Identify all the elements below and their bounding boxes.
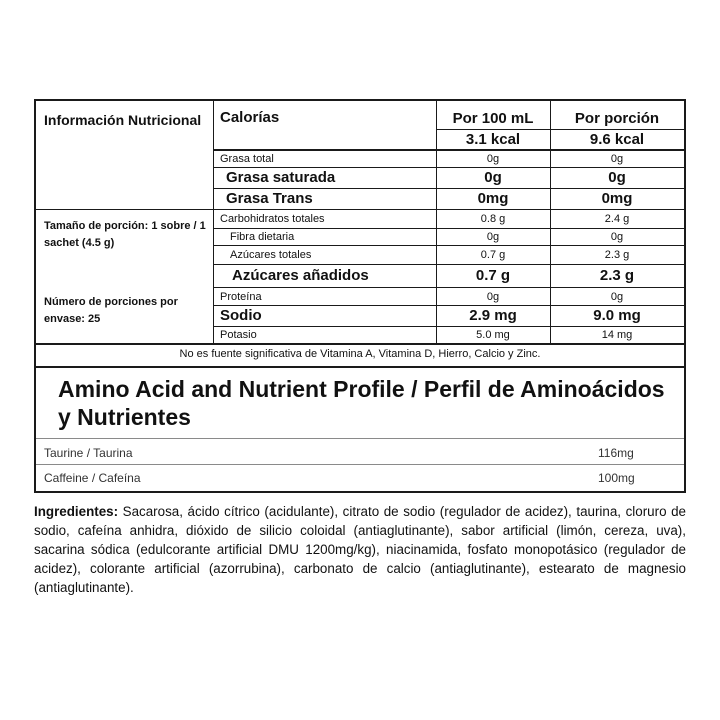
row-divider bbox=[213, 167, 684, 168]
calories-divider bbox=[213, 149, 684, 151]
vitamin-footnote: No es fuente significativa de Vitamina A, Vitamina D, Hierro, Calcio y Zinc. bbox=[179, 348, 541, 360]
nutrient-value-per-serving: 9.0 mg bbox=[593, 307, 641, 324]
nutrient-label-total-fat: Grasa total bbox=[220, 153, 274, 165]
nutrient-value-per100: 5.0 mg bbox=[476, 329, 510, 341]
nutrient-value-per-serving: 0g bbox=[608, 169, 626, 186]
profile-divider bbox=[36, 366, 684, 368]
nutrient-value-per-serving: 2.3 g bbox=[604, 249, 630, 261]
row-divider bbox=[213, 287, 684, 288]
row-divider bbox=[213, 188, 684, 189]
nutrition-facts-panel bbox=[34, 99, 686, 493]
nutrient-value-per100: 0g bbox=[486, 231, 500, 243]
profile-divider bbox=[36, 464, 684, 465]
nutrient-value-per100: 0.8 g bbox=[480, 213, 506, 225]
nutrient-label-carbohydrates: Carbohidratos totales bbox=[220, 213, 325, 225]
ingredients-paragraph bbox=[34, 502, 686, 597]
row-divider bbox=[213, 228, 684, 229]
row-divider bbox=[213, 305, 684, 306]
section-divider bbox=[36, 209, 684, 210]
profile-item-name: Taurine / Taurina bbox=[44, 446, 133, 460]
calories-header: Calorías bbox=[220, 109, 280, 126]
column-divider-left bbox=[213, 101, 214, 344]
ingredients-label: Ingredientes: bbox=[34, 504, 119, 519]
nutrient-label-potassium: Potasio bbox=[220, 329, 257, 341]
per-100ml-header: Por 100 mL bbox=[452, 110, 534, 127]
kcal-per-serving: 9.6 kcal bbox=[589, 131, 645, 148]
ingredients-text: Sacarosa, ácido cítrico (acidulante), citrato de sodio (regulador de acidez), taurina, cloruro de sodio, cafeína anhidra, dióxido de silicio coloidal (antiaglutinante), sabor artificial (limón, cereza, uva), sacarina sódica (edulcorante artificial DMU 1200mg/kg), niacinamida, fosfato monopotásico (regulador de acidez), colorante artificial (azorrubina), carbonato de calcio (antiaglutinante), estearato de magnesio (antiaglutinante). bbox=[34, 504, 686, 595]
nutrient-value-per-serving: 0mg bbox=[601, 190, 633, 207]
nutrient-label-added-sugars: Azúcares añadidos bbox=[232, 267, 369, 284]
row-divider bbox=[213, 245, 684, 246]
profile-divider bbox=[36, 438, 684, 439]
nutrient-value-per100: 0g bbox=[486, 291, 500, 303]
profile-item-value: 116mg bbox=[598, 446, 634, 460]
nutrient-value-per100: 0.7 g bbox=[480, 249, 506, 261]
nutrition-title: Información Nutricional bbox=[44, 112, 202, 128]
profile-item-value: 100mg bbox=[598, 471, 635, 485]
nutrient-label-sodium: Sodio bbox=[220, 307, 262, 324]
nutrient-value-per-serving: 0g bbox=[610, 153, 624, 165]
header-underline bbox=[436, 129, 684, 130]
nutrient-value-per-serving: 0g bbox=[610, 231, 624, 243]
profile-title: Amino Acid and Nutrient Profile / Perfil de Aminoácidos y Nutrientes bbox=[58, 376, 665, 430]
nutrient-value-per100: 2.9 mg bbox=[469, 307, 517, 324]
row-divider bbox=[213, 326, 684, 327]
nutrient-label-total-sugars: Azúcares totales bbox=[230, 249, 312, 261]
nutrient-value-per100: 0.7 g bbox=[475, 267, 511, 284]
nutrient-label-trans-fat: Grasa Trans bbox=[226, 190, 313, 207]
row-divider bbox=[213, 264, 684, 265]
nutrient-value-per-serving: 2.4 g bbox=[604, 213, 630, 225]
nutrient-label-protein: Proteína bbox=[220, 291, 262, 303]
nutrient-value-per100: 0g bbox=[486, 153, 500, 165]
nutrient-value-per100: 0g bbox=[484, 169, 502, 186]
serving-size: Tamaño de porción: 1 sobre / 1 sachet (4.5 g) bbox=[44, 220, 206, 249]
nutrient-value-per-serving: 2.3 g bbox=[599, 267, 635, 284]
nutrient-value-per100: 0mg bbox=[477, 190, 509, 207]
servings-per-container: Número de porciones por envase: 25 bbox=[44, 296, 178, 325]
per-serving-header: Por porción bbox=[574, 110, 660, 127]
kcal-per-100ml: 3.1 kcal bbox=[465, 131, 521, 148]
nutrient-value-per-serving: 14 mg bbox=[601, 329, 633, 341]
nutrient-label-saturated-fat: Grasa saturada bbox=[226, 169, 336, 186]
profile-item-name: Caffeine / Cafeína bbox=[44, 471, 141, 485]
nutrient-label-fiber: Fibra dietaria bbox=[230, 231, 295, 243]
footnote-divider bbox=[36, 343, 684, 345]
nutrient-value-per-serving: 0g bbox=[610, 291, 624, 303]
